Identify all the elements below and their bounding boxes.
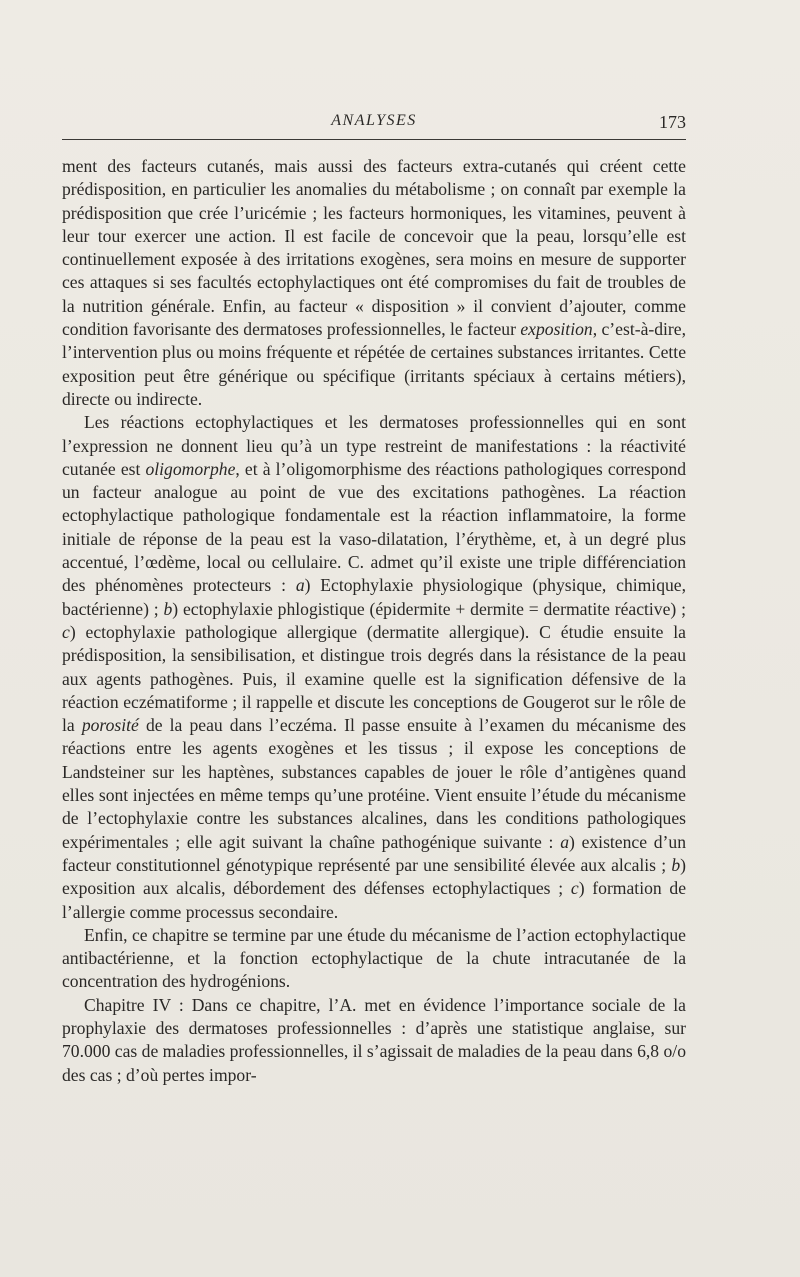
- enum-letter: c: [570, 878, 579, 899]
- text-run: ) formation de l’allergie comme processus secondaire.: [62, 878, 687, 922]
- text-run: ) exposition aux alcalis, débordement des défenses ectophylactiques ;: [62, 854, 686, 899]
- page-number: 173: [659, 112, 686, 132]
- enum-letter: a: [560, 831, 569, 852]
- running-head: ANALYSES: [331, 112, 417, 129]
- text-run: ) ectophylaxie pathologique allergique (dermatite allergique). C étudie ensuite la prédisposition, la sensibilisation, et distingue trois degrés dans la résistance de la peau aux agents pathogènes. Puis, il examine quelle est la signification défensive de la réaction eczématiforme ; il rappelle et discute les conceptions de Gougerot sur le rôle de la: [62, 621, 686, 736]
- page-header: [62, 112, 686, 140]
- text-run: Enfin, ce chapitre se termine par une étude du mécanisme de l’action ectophylactique antibactérienne, et la fonction ectophylactique de la chute intracutanée de la concentration des hydrogénions.: [62, 924, 686, 992]
- text-run: de la peau dans l’eczéma. Il passe ensuite à l’examen du mécanisme des réactions entre les agents exogènes et les tissus ; il expose les conceptions de Landsteiner sur les haptènes, substances capables de jouer le rôle d’antigènes quand elles sont injectées en même temps qu’une protéine. Vient ensuite l’étude du mécanisme de l’ectophylaxie contre les substances alcalines, dans les conditions pathologiques expérimentales ; elle agit suivant la chaîne pathogénique suivante :: [62, 715, 686, 852]
- header-rule: [62, 139, 686, 140]
- body-text: [62, 155, 686, 1087]
- paragraph-4: [62, 994, 686, 1087]
- text-run: ment des facteurs cutanés, mais aussi des facteurs extra-cutanés qui créent cette prédisposition, en particulier les anomalies du métabolisme ; on connaît par exemple la prédisposition que crée l’uricémie ; les facteurs hormoniques, les vitamines, peuvent à leur tour exercer une action. Il est facile de concevoir que la peau, lorsqu’elle est continuellement exposée à des irritations exogènes, sera moins en mesure de supporter ces attaques si ses facultés ectophylactiques ont été compromises du fait de troubles de la nutrition générale. Enfin, au facteur « disposition » il convient d’ajouter, comme condition favorisante des dermatoses professionnelles, le facteur: [62, 156, 686, 340]
- italic-term: oligomorphe: [145, 458, 236, 479]
- paragraph-3: [62, 924, 686, 994]
- text-run: , et à l’oligomorphisme des réactions pathologiques correspond un facteur analogue au point de vue des excitations pathogènes. La réaction ectophylactique pathologique fondamentale est la réaction inflammatoire, la forme initiale de réponse de la peau est la vaso-dilatation, l’érythème, et, à un degré plus accentué, l’œdème, local ou cellulaire. C. admet qu’il existe une triple différenciation des phénomènes protecteurs :: [62, 458, 686, 596]
- enum-letter: c: [62, 621, 70, 642]
- paragraph-1: [62, 155, 686, 411]
- paragraph-2: [62, 411, 686, 924]
- text-run: , c’est-à-dire, l’intervention plus ou moins fréquente et répétée de certaines substances irritantes. Cette exposition peut être générique ou spécifique (irritants spéciaux à certains métiers), directe ou indirecte.: [62, 319, 686, 409]
- enum-letter: b: [671, 854, 681, 875]
- text-run: Chapitre IV : Dans ce chapitre, l’A. met en évidence l’importance sociale de la prophylaxie des dermatoses professionnelles : d’après une statistique anglaise, sur 70.000 cas de maladies professionnelles, il s’agissait de maladies de la peau dans 6,8 o/o des cas ; d’où pertes impor-: [62, 994, 686, 1085]
- enum-letter: b: [163, 598, 173, 619]
- text-run: Les réactions ectophylactiques et les dermatoses professionnelles qui en sont l’expression ne donnent lieu qu’à un type restreint de manifestations : la réactivité cutanée est: [62, 412, 686, 479]
- text-run: ) Ectophylaxie physiologique (physique, chimique, bactérienne) ;: [62, 575, 686, 619]
- italic-term: porosité: [81, 715, 139, 736]
- text-run: ) ectophylaxie phlogistique (épidermite + dermite = dermatite réactive) ;: [172, 598, 686, 619]
- enum-letter: a: [295, 575, 305, 596]
- text-run: ) existence d’un facteur constitutionnel génotypique représenté par une sensibilité élevée aux alcalis ;: [62, 831, 687, 875]
- italic-term: exposition: [520, 319, 593, 340]
